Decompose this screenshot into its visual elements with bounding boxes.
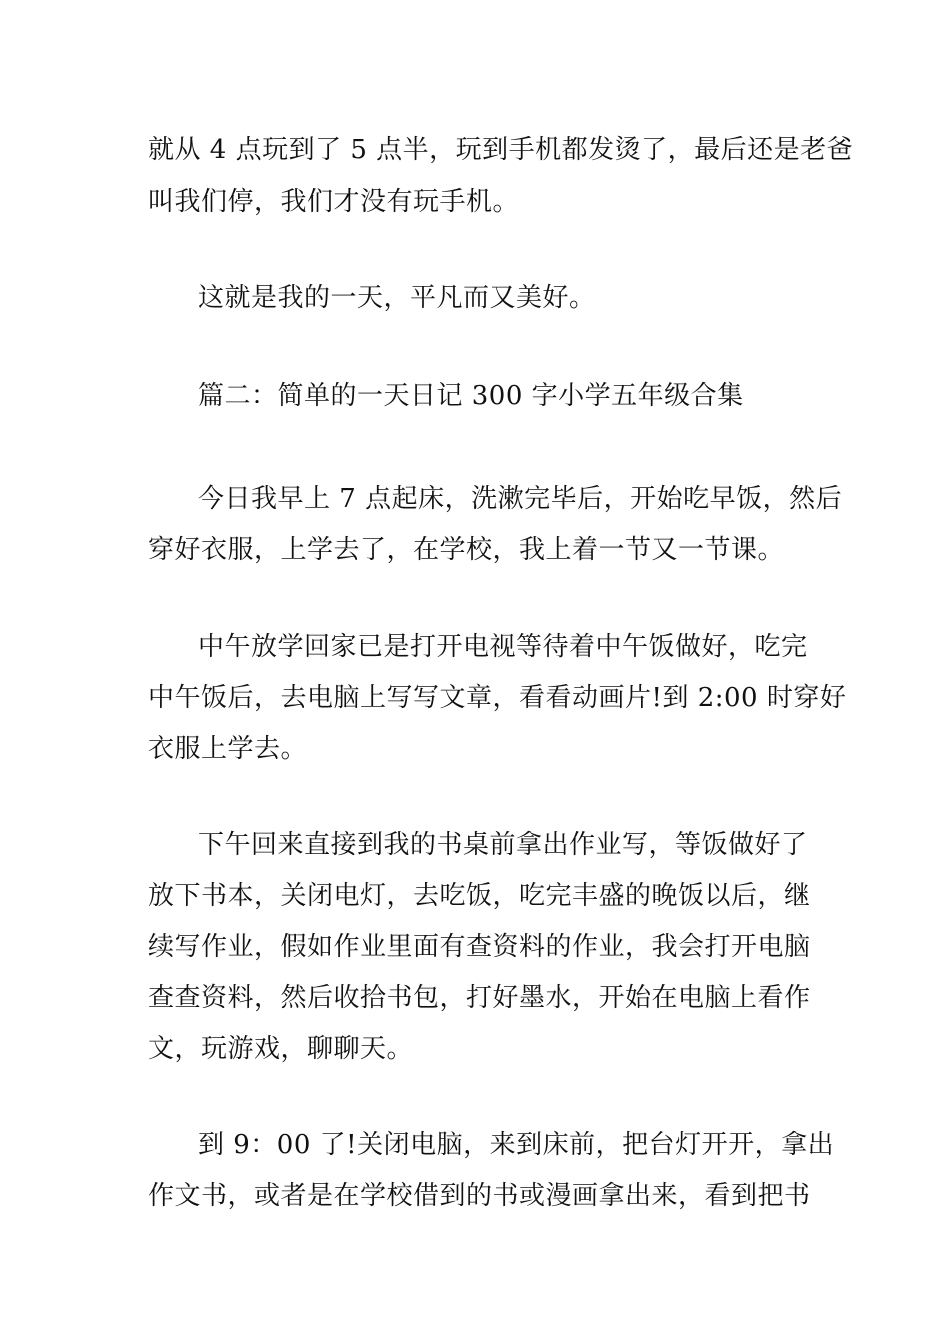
text-line: 中午饭后，去电脑上写写文章，看看动画片!到 2:00 时穿好 (148, 683, 847, 713)
text-line: 就从 4 点玩到了 5 点半，玩到手机都发烫了，最后还是老爸 (148, 135, 854, 165)
text-line: 中午放学回家已是打开电视等待着中午饭做好，吃完 (198, 632, 808, 662)
text-line: 续写作业，假如作业里面有查资料的作业，我会打开电脑 (148, 932, 811, 962)
text-line: 衣服上学去。 (148, 734, 308, 764)
text-line: 查查资料，然后收拾书包，打好墨水，开始在电脑上看作 (148, 983, 811, 1013)
text-line: 放下书本，关闭电灯，去吃饭，吃完丰盛的晚饭以后，继 (148, 881, 811, 911)
text-line: 文，玩游戏，聊聊天。 (148, 1034, 414, 1064)
text-line: 穿好衣服，上学去了，在学校，我上着一节又一节课。 (148, 535, 785, 565)
text-line: 下午回来直接到我的书桌前拿出作业写，等饭做好了 (198, 830, 808, 860)
text-line: 到 9：00 了!关闭电脑，来到床前，把台灯开开，拿出 (198, 1130, 835, 1160)
text-line: 这就是我的一天，平凡而又美好。 (198, 283, 596, 313)
text-line: 今日我早上 7 点起床，洗漱完毕后，开始吃早饭，然后 (198, 484, 843, 514)
section-heading: 篇二：简单的一天日记 300 字小学五年级合集 (198, 381, 744, 411)
text-line: 作文书，或者是在学校借到的书或漫画拿出来，看到把书 (148, 1181, 811, 1211)
text-line: 叫我们停，我们才没有玩手机。 (148, 187, 520, 217)
